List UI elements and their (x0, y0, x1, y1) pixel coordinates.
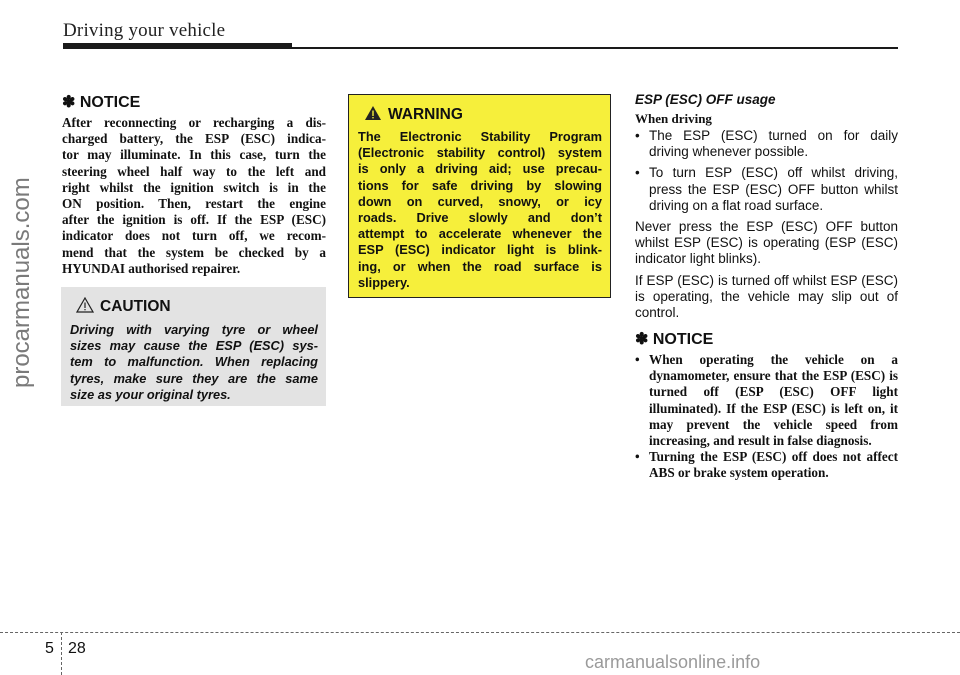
section-title: Driving your vehicle (63, 20, 226, 41)
warning-line: tions for safe driving by slowing (358, 177, 602, 193)
footer-rule (0, 632, 960, 633)
bullet-item: • To turn ESP (ESC) off whilst driving, press the ESP (ESC) OFF button whilst driving on a flat road surface. (635, 165, 898, 214)
warning-heading: WARNING (388, 106, 463, 123)
caution-line: sizes may cause the ESP (ESC) sys- (70, 338, 318, 354)
bullet-item: • The ESP (ESC) turned on for daily driving whenever possible. (635, 128, 898, 160)
warning-line: slippery. (358, 274, 410, 290)
notice-heading-left: ✽ NOTICE (62, 94, 141, 111)
footer-vertical-rule (61, 632, 62, 675)
warning-line: is only a driving aid; use precau- (358, 161, 602, 177)
caution-heading: CAUTION (100, 298, 171, 315)
warning-header (364, 104, 602, 126)
when-driving-subheading: When driving (635, 111, 712, 126)
page-number: 28 (68, 640, 86, 657)
notice-bullet-item: • Turning the ESP (ESC) off does not affect ABS or brake system operation. (635, 449, 898, 481)
warning-box (348, 94, 611, 298)
warning-line: The Electronic Stability Program (358, 129, 602, 144)
notice-bullets (635, 352, 898, 482)
esp-usage-body (635, 128, 898, 321)
bottom-watermark: carmanualsonline.info (585, 652, 761, 672)
esp-paragraph: Never press the ESP (ESC) OFF button whilst ESP (ESC) is operating (ESP (ESC) indicator light blinks). (635, 219, 898, 267)
notice-body-right (635, 352, 898, 482)
notice-line: right whilst the ignition switch is in the (62, 179, 326, 195)
warning-triangle-icon (364, 105, 382, 126)
warning-line: roads. Drive slowly and don’t (358, 210, 602, 226)
notice-line: mend that the system be checked by a (62, 244, 326, 260)
caution-line: size as your original tyres. (70, 386, 231, 402)
chapter-number: 5 (45, 640, 54, 657)
warning-line: down on curved, snowy, or icy (358, 193, 602, 209)
notice-line: tor may illuminate. In this case, turn the (62, 147, 326, 163)
notice-line: indicator does not turn off, we recom- (62, 228, 326, 244)
notice-line: steering wheel half way to the left and (62, 163, 326, 179)
header-rule-thick (63, 43, 292, 49)
caution-box (61, 287, 326, 406)
warning-line: ing, or when the road surface is (358, 258, 602, 274)
warning-line: attempt to accelerate whenever the (358, 226, 602, 242)
caution-line: tem to malfunction. When replacing (70, 354, 318, 370)
esp-usage-bullets (635, 128, 898, 214)
notice-line: After reconnecting or recharging a dis- (62, 115, 326, 130)
warning-line: ESP (ESC) indicator light is blink- (358, 242, 602, 258)
notice-body-left (62, 115, 326, 277)
notice-line: charged battery, the ESP (ESC) indica- (62, 131, 326, 147)
caution-header (76, 296, 318, 318)
notice-line: HYUNDAI authorised repairer. (62, 260, 241, 276)
notice-line: after the ignition is off. If the ESP (ESC) (62, 212, 326, 228)
warning-text (358, 129, 602, 291)
caution-triangle-icon (76, 297, 94, 318)
header-rule-thin (292, 47, 898, 49)
side-watermark: procarmanuals.com (8, 177, 35, 388)
notice-bullet-item: • When operating the vehicle on a dynamometer, ensure that the ESP (ESC) is turned off (ESP (ESC) OFF light illuminated). If the ESP (ESC) is left on, it may prevent the vehicle speed from increasing, and result in false diagnosis. (635, 352, 898, 449)
notice-heading-right: ✽ NOTICE (635, 331, 714, 348)
caution-line: Driving with varying tyre or wheel (70, 322, 318, 337)
caution-line: tyres, make sure they are the same (70, 370, 318, 386)
notice-line: ON position. Then, restart the engine (62, 196, 326, 212)
esp-off-usage-title: ESP (ESC) OFF usage (635, 92, 776, 107)
esp-paragraph: If ESP (ESC) is turned off whilst ESP (ESC) is operating, the vehicle may slip out of control. (635, 272, 898, 321)
caution-text (70, 322, 318, 403)
warning-line: (Electronic stability control) system (358, 145, 602, 161)
